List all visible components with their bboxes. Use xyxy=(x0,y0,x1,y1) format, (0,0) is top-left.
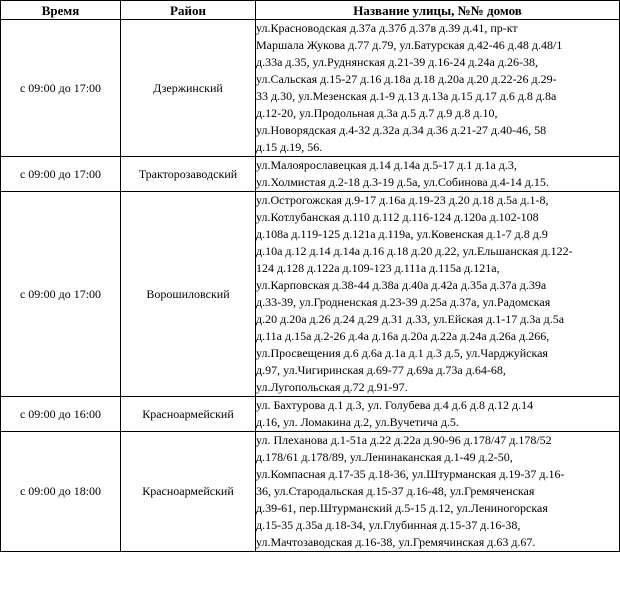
streets-cell xyxy=(256,20,620,157)
street-line: д.15 д.19, 56. xyxy=(256,140,323,154)
outage-time-cell: с 09:00 до 18:00 xyxy=(1,432,121,552)
street-line: ул.Компасная д.17-35 д.18-36, ул.Штурманская д.19-37 д.16- xyxy=(256,467,565,481)
table-row xyxy=(1,157,620,192)
street-line: ул.Лугопольская д.72 д.91-97. xyxy=(256,380,408,394)
street-line: ул.Котлубанская д.110 д.112 д.116-124 д.120а д.102-108 xyxy=(256,210,539,224)
header-streets: Название улицы, №№ домов xyxy=(256,1,620,20)
street-line: д.97, ул.Чигиринская д.69-77 д.69а д.73а д.64-68, xyxy=(256,363,506,377)
district-cell: Ворошиловский xyxy=(121,192,256,397)
table-row xyxy=(1,397,620,432)
streets-cell xyxy=(256,432,620,552)
outage-time-cell: с 09:00 до 17:00 xyxy=(1,192,121,397)
street-line: д.12-20, ул.Продольная д.3а д.5 д.7 д.9 д.8 д.10, xyxy=(256,106,498,120)
table-row xyxy=(1,20,620,157)
schedule-body xyxy=(1,20,620,552)
street-line: ул.Карповская д.38-44 д.38а д.40а д.42а д.35а д.37а д.39а xyxy=(256,278,547,292)
header-district: Район xyxy=(121,1,256,20)
street-line: ул.Острогожская д.9-17 д.16а д.19-23 д.20 д.18 д.5а д.1-8, xyxy=(256,193,549,207)
streets-cell xyxy=(256,157,620,192)
street-line: 33 д.30, ул.Мезенская д.1-9 д.13 д.13а д.15 д.17 д.6 д.8 д.8а xyxy=(256,89,557,103)
district-cell: Красноармейский xyxy=(121,397,256,432)
streets-cell xyxy=(256,397,620,432)
header-time: Время xyxy=(1,1,121,20)
district-cell: Красноармейский xyxy=(121,432,256,552)
street-line: ул.Сальская д.15-27 д.16 д.18а д.18 д.20а д.20 д.22-26 д.29- xyxy=(256,72,557,86)
street-line: 36, ул.Стародальская д.15-37 д.16-48, ул.Гремяченская xyxy=(256,484,535,498)
street-line: ул.Просвещения д.6 д.6а д.1а д.1 д.3 д.5, ул.Чарджуйская xyxy=(256,346,548,360)
street-line: Маршала Жукова д.77 д.79, ул.Батурская д.42-46 д.48 д.48/1 xyxy=(256,38,563,52)
street-line: д.33а д.35, ул.Руднянская д.21-39 д.16-24 д.24а д.26-38, xyxy=(256,55,538,69)
table-row xyxy=(1,192,620,397)
street-line: д.11а д.15а д.2-26 д.4а д.16а д.20а д.22а д.24а д.26а д.266, xyxy=(256,329,550,343)
street-line: д.15-35 д.35а д.18-34, ул.Глубинная д.15-37 д.16-38, xyxy=(256,518,521,532)
street-line: ул. Плеханова д.1-51а д.22 д.22а д.90-96 д.178/47 д.178/52 xyxy=(256,433,552,447)
street-line: 124 д.128 д.122а д.109-123 д.111а д.115а д.121а, xyxy=(256,261,500,275)
streets-cell xyxy=(256,192,620,397)
street-line: ул.Красноводская д.37а д.37б д.37в д.39 д.41, пр-кт xyxy=(256,21,518,35)
header-row xyxy=(1,1,620,20)
street-line: д.16, ул. Ломакина д.2, ул.Вучетича д.5. xyxy=(256,415,459,429)
street-line: д.39-61, пер.Штурманский д.5-15 д.12, ул.Лениногорская xyxy=(256,501,548,515)
street-line: д.33-39, ул.Гродненская д.23-39 д.25а д.37а, ул.Радомская xyxy=(256,295,551,309)
street-line: д.108а д.119-125 д.121а д.119а, ул.Ковенская д.1-7 д.8 д.9 xyxy=(256,227,548,241)
table-row xyxy=(1,432,620,552)
street-line: ул.Холмистая д.2-18 д.3-19 д.5а, ул.Собинова д.4-14 д.15. xyxy=(256,175,549,189)
district-cell: Тракторозаводский xyxy=(121,157,256,192)
street-line: д.178/61 д.178/89, ул.Ленинаканская д.1-49 д.2-50, xyxy=(256,450,513,464)
outage-time-cell: с 09:00 до 16:00 xyxy=(1,397,121,432)
street-line: д.20 д.20а д.26 д.24 д.29 д.31 д.33, ул.Ейская д.1-17 д.3а д.5а xyxy=(256,312,565,326)
street-line: ул. Бахтурова д.1 д.3, ул. Голубева д.4 д.6 д.8 д.12 д.14 xyxy=(256,398,534,412)
street-line: ул.Малоярославецкая д.14 д.14а д.5-17 д.1 д.1а д.3, xyxy=(256,158,517,172)
outage-time-cell: с 09:00 до 17:00 xyxy=(1,20,121,157)
street-line: ул.Мачтозаводская д.16-38, ул.Гремячинская д.63 д.67. xyxy=(256,535,536,549)
street-line: ул.Новорядская д.4-32 д.32а д.34 д.36 д.21-27 д.40-46, 58 xyxy=(256,123,547,137)
outage-time-cell: с 09:00 до 17:00 xyxy=(1,157,121,192)
street-line: д.10а д.12 д.14 д.14а д.16 д.18 д.20 д.22, ул.Ельшанская д.122- xyxy=(256,244,573,258)
district-cell: Дзержинский xyxy=(121,20,256,157)
